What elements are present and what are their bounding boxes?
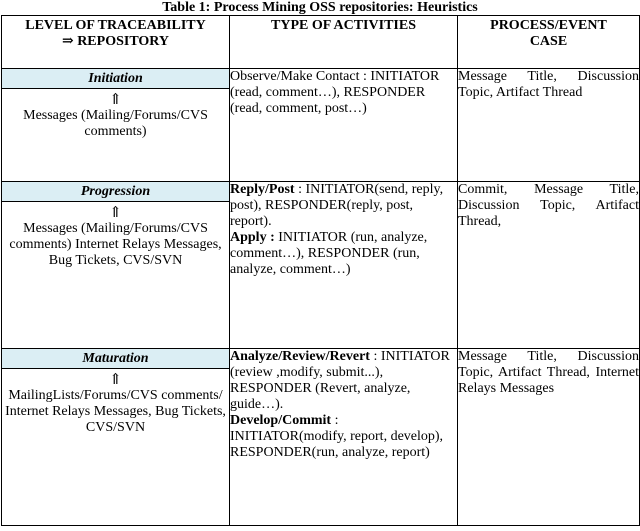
table-row	[2, 182, 640, 349]
activity-text: INITIATOR (run, analyze, comment…), RESPONDER (run, analyze, comment…)	[230, 230, 428, 277]
stage-label: Maturation	[2, 349, 229, 369]
table-row	[2, 69, 640, 182]
stage-label: Initiation	[2, 69, 229, 89]
activities-cell	[230, 182, 458, 349]
header-col2: TYPE OF ACTIVITIES	[271, 18, 416, 33]
header-col3-line1: PROCESS/EVENT	[490, 18, 607, 33]
repository-text: Messages (Mailing/Forums/CVS comments) Internet Relays Messages, Bug Tickets, CVS/SVN	[9, 221, 222, 268]
header-level-of-traceability	[2, 16, 230, 69]
repository-text: MailingLists/Forums/CVS comments/ Internet Relays Messages, Bug Tickets, CVS/SVN	[5, 388, 226, 435]
header-type-of-activities	[230, 16, 458, 69]
level-cell	[2, 349, 230, 526]
up-double-arrow-icon: ⇑	[109, 92, 122, 108]
repository-text: Messages (Mailing/Forums/CVS comments)	[23, 108, 208, 139]
up-double-arrow-icon: ⇑	[109, 205, 122, 221]
activity-name: Analyze/Review/Revert	[230, 349, 370, 364]
activity-text: : INITIATOR(modify, report, develop), RESPONDER(run, analyze, report)	[230, 413, 444, 460]
header-col1-line1: LEVEL OF TRACEABILITY	[25, 18, 206, 33]
activity-name: Apply :	[230, 230, 275, 245]
header-col1-line2: ⇒ REPOSITORY	[61, 34, 170, 49]
process-cell: Commit, Message Title, Discussion Topic, Artifact Thread,	[458, 182, 640, 349]
header-col3-line2: CASE	[529, 34, 568, 49]
activity-name: Develop/Commit	[230, 413, 332, 428]
heuristics-table	[1, 15, 640, 526]
activities-cell	[230, 349, 458, 526]
table-caption: Table 1: Process Mining OSS repositories: Heuristics	[162, 0, 478, 15]
level-cell	[2, 182, 230, 349]
activity-text: : INITIATOR(send, reply, post), RESPONDER(reply, post, report).	[230, 182, 444, 229]
activity-text: : INITIATOR (review ,modify, submit...), RESPONDER (Revert, analyze, guide…).	[230, 349, 450, 412]
process-cell: Message Title, Discussion Topic, Artifact Thread	[458, 69, 640, 182]
level-cell	[2, 69, 230, 182]
header-process-event-case	[458, 16, 640, 69]
up-double-arrow-icon: ⇑	[109, 372, 122, 388]
activity-text: Observe/Make Contact : INITIATOR (read, comment…), RESPONDER (read, comment, post…)	[230, 69, 440, 116]
activity-name: Reply/Post	[230, 182, 295, 197]
process-cell: Message Title, Discussion Topic, Artifact Thread, Internet Relays Messages	[458, 349, 640, 526]
stage-label: Progression	[2, 182, 229, 202]
activities-cell	[230, 69, 458, 182]
table-row	[2, 349, 640, 526]
header-row	[2, 16, 640, 69]
